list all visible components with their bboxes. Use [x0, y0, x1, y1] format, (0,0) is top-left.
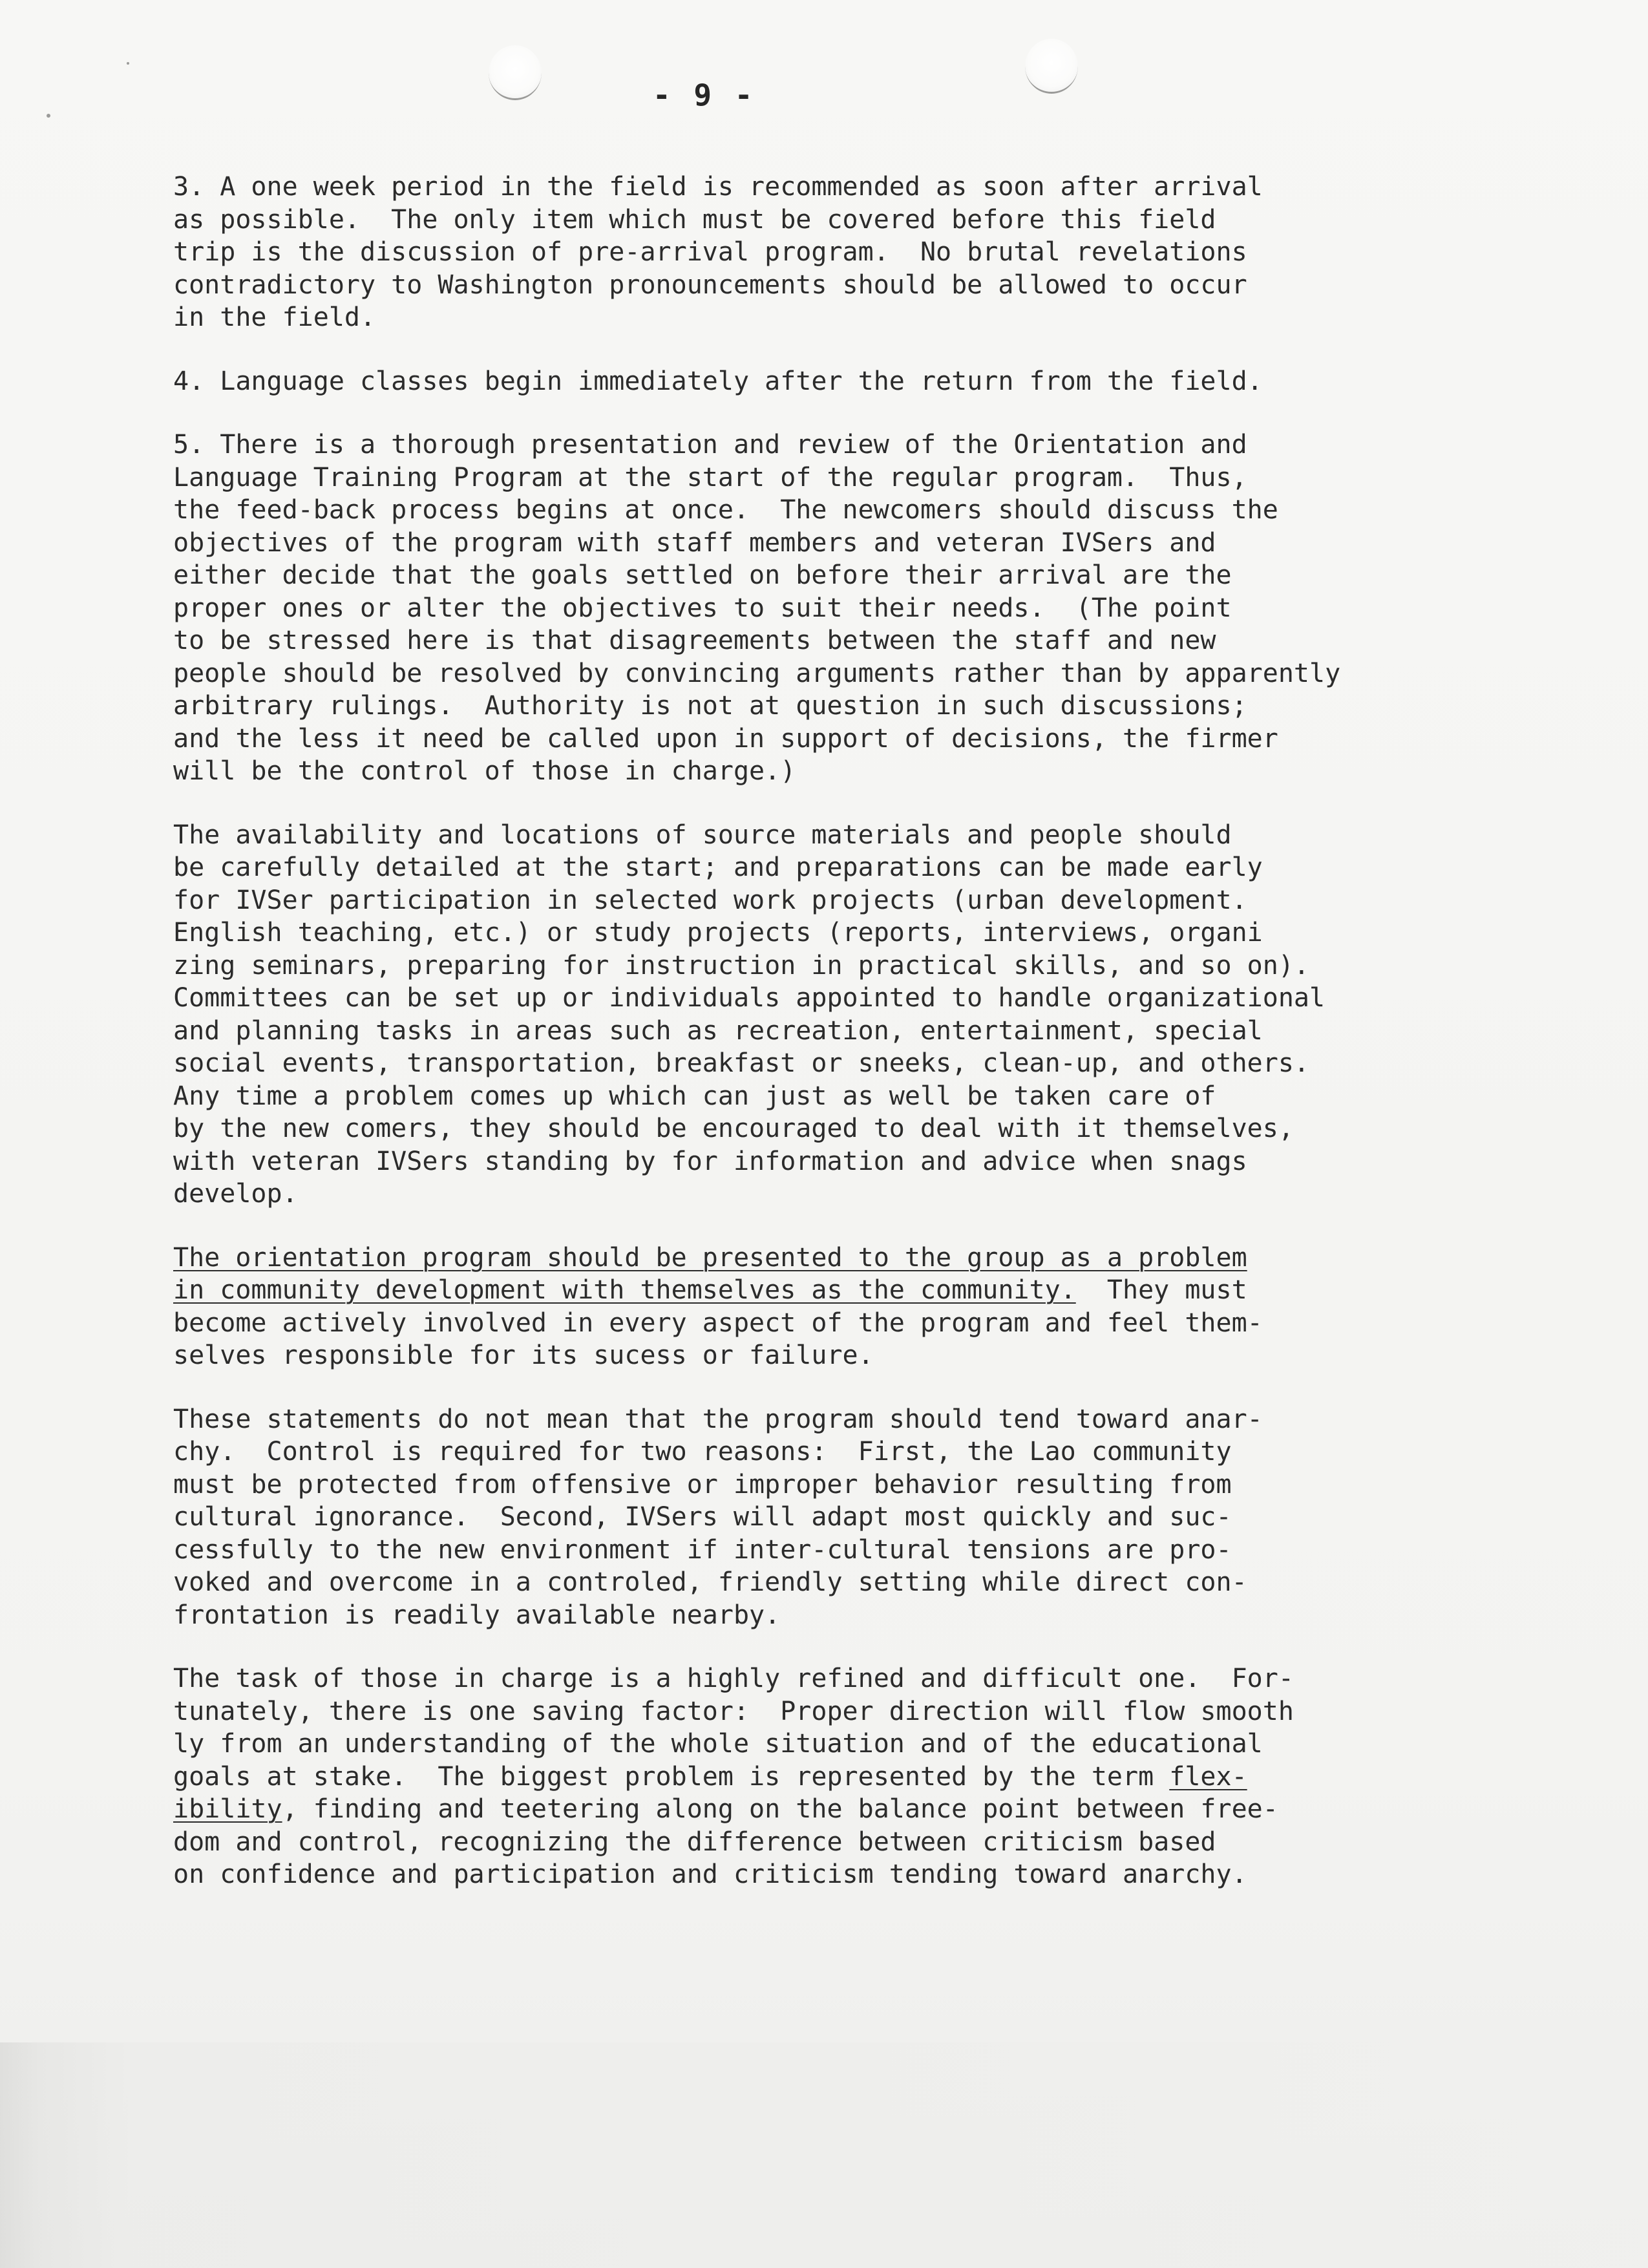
document-body [173, 171, 1401, 1922]
text-line: zing seminars, preparing for instruction in practical skills, and so on). [173, 950, 1309, 980]
text-line: 5. There is a thorough presentation and review of the Orientation and [173, 430, 1247, 460]
text-line: ly from an understanding of the whole situation and of the educational [173, 1729, 1263, 1759]
scan-speck [127, 62, 129, 65]
underlined-text: The orientation program should be presented to the group as a problem [173, 1242, 1247, 1273]
underlined-term: flex- [1169, 1761, 1247, 1792]
text-line: arbitrary rulings. Authority is not at question in such discussions; [173, 691, 1247, 721]
text-line: by the new comers, they should be encouraged to deal with it themselves, [173, 1114, 1294, 1143]
text-line: The task of those in charge is a highly refined and difficult one. For- [173, 1664, 1294, 1693]
text-line: trip is the discussion of pre-arrival program. No brutal revelations [173, 237, 1247, 267]
text-line: the feed-back process begins at once. The newcomers should discuss the [173, 495, 1278, 525]
text-line: social events, transportation, breakfast or sneeks, clean-up, and others. [173, 1048, 1309, 1078]
text-line [173, 1274, 1401, 1307]
text-line: for IVSer participation in selected work projects (urban development. [173, 885, 1247, 915]
text-line: English teaching, etc.) or study projects (reports, interviews, organi [173, 918, 1263, 948]
text-line: cessfully to the new environment if inter-cultural tensions are pro- [173, 1534, 1232, 1565]
paragraph-item-4 [173, 365, 1401, 398]
text-line: selves responsible for its sucess or failure. [173, 1341, 874, 1370]
text-line: 3. A one week period in the field is recommended as soon after arrival [173, 172, 1263, 202]
paragraph-community-development [173, 1242, 1401, 1372]
text-fragment: , finding and teetering along on the balance point between free- [282, 1794, 1278, 1824]
text-line: on confidence and participation and criticism tending toward anarchy. [173, 1860, 1247, 1889]
paragraph-item-5 [173, 429, 1401, 788]
page-number: - 9 - [653, 78, 755, 112]
text-line: dom and control, recognizing the difference between criticism based [173, 1827, 1216, 1857]
text-line: either decide that the goals settled on before their arrival are the [173, 560, 1232, 590]
paragraph-item-3 [173, 171, 1401, 334]
text-line: cultural ignorance. Second, IVSers will adapt most quickly and suc- [173, 1502, 1232, 1532]
paragraph-task-of-those-in-charge [173, 1662, 1401, 1891]
punch-hole-right [1025, 39, 1078, 94]
text-line: Any time a problem comes up which can just as well be taken care of [173, 1081, 1216, 1111]
text-line: Committees can be set up or individuals appointed to handle organizational [173, 983, 1326, 1013]
text-line: become actively involved in every aspect of the program and feel them- [173, 1308, 1263, 1338]
text-line: people should be resolved by convincing arguments rather than by apparently [173, 658, 1341, 688]
text-line: frontation is readily available nearby. [173, 1600, 781, 1630]
text-line: to be stressed here is that disagreements between the staff and new [173, 626, 1216, 655]
text-line [173, 1793, 1401, 1826]
text-line: develop. [173, 1179, 298, 1209]
text-line: Language Training Program at the start of the regular program. Thus, [173, 462, 1247, 493]
text-line: as possible. The only item which must be covered before this field [173, 204, 1216, 235]
text-line: objectives of the program with staff members and veteran IVSers and [173, 527, 1216, 558]
paragraph-control [173, 1403, 1401, 1632]
text-fragment: goals at stake. The biggest problem is represented by the term [173, 1761, 1170, 1792]
text-line: with veteran IVSers standing by for information and advice when snags [173, 1146, 1247, 1176]
text-line: and planning tasks in areas such as recreation, entertainment, special [173, 1015, 1263, 1046]
punch-hole-left [489, 45, 542, 100]
text-fragment: They must [1075, 1275, 1247, 1305]
underlined-term: ibility [173, 1794, 282, 1824]
text-line: in the field. [173, 302, 376, 332]
text-line: tunately, there is one saving factor: Proper direction will flow smooth [173, 1696, 1294, 1726]
text-line: must be protected from offensive or improper behavior resulting from [173, 1469, 1232, 1500]
text-line: and the less it need be called upon in support of decisions, the firmer [173, 723, 1278, 754]
text-line [173, 1242, 1401, 1275]
text-line: These statements do not mean that the program should tend toward anar- [173, 1404, 1263, 1434]
text-line: chy. Control is required for two reasons: First, the Lao community [173, 1437, 1232, 1467]
text-line: voked and overcome in a controled, friendly setting while direct con- [173, 1567, 1247, 1597]
scan-speck [47, 114, 50, 118]
text-line: will be the control of those in charge.) [173, 756, 796, 786]
underlined-text: in community development with themselves as the community. [173, 1275, 1076, 1305]
text-line [173, 1761, 1401, 1794]
text-line: The availability and locations of source materials and people should [173, 820, 1232, 850]
text-line: proper ones or alter the objectives to suit their needs. (The point [173, 593, 1232, 623]
paragraph-source-materials [173, 819, 1401, 1211]
text-line: contradictory to Washington pronouncements should be allowed to occur [173, 270, 1247, 300]
text-line: 4. Language classes begin immediately after the return from the field. [173, 366, 1263, 396]
scan-shadow [0, 2042, 1648, 2268]
text-line: be carefully detailed at the start; and preparations can be made early [173, 853, 1263, 882]
